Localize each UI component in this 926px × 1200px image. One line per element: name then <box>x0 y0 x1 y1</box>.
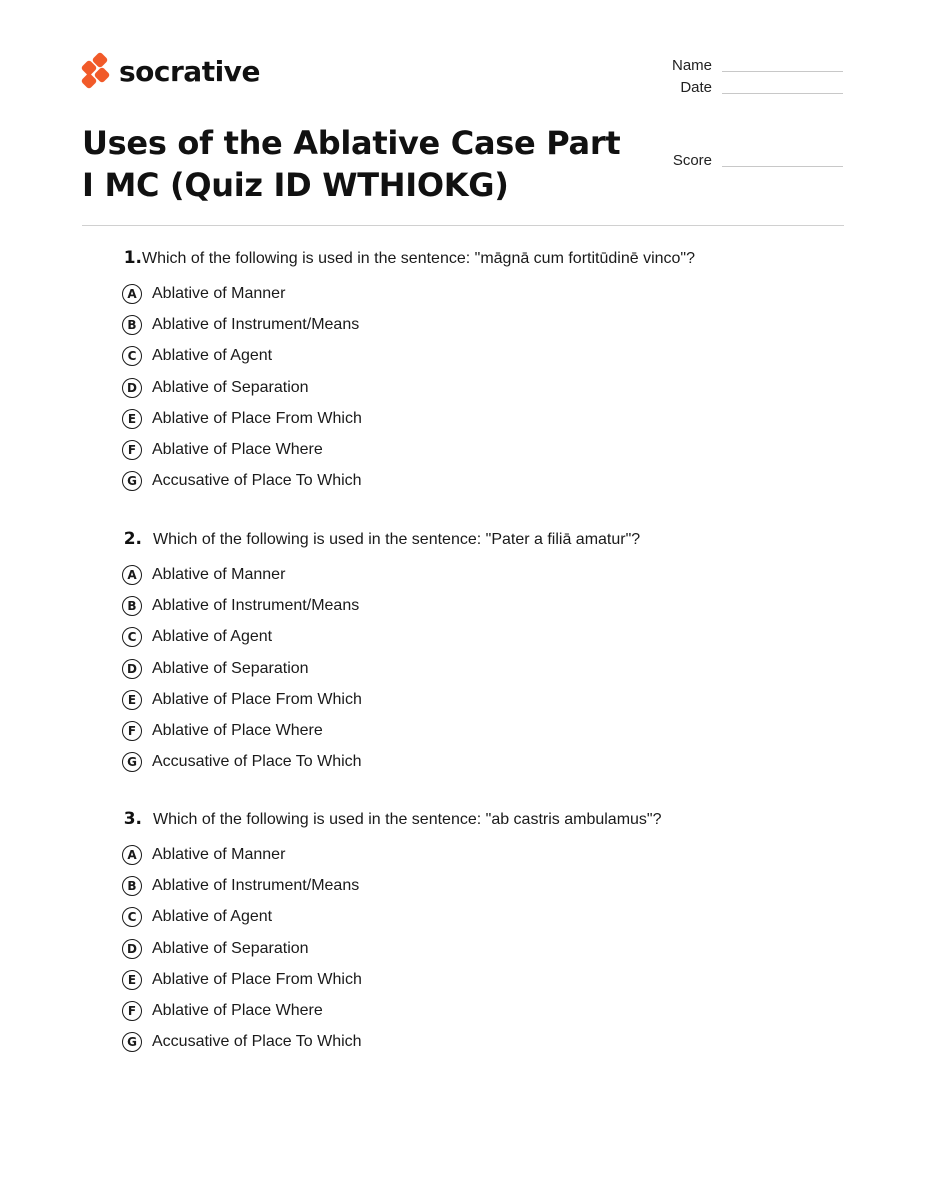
option-text: Ablative of Separation <box>152 378 309 396</box>
option-text: Ablative of Separation <box>152 659 309 677</box>
option-f[interactable] <box>120 434 840 465</box>
option-bubble[interactable]: B <box>122 315 142 335</box>
option-f[interactable] <box>120 995 840 1026</box>
name-label: Name <box>671 57 712 74</box>
option-text: Accusative of Place To Which <box>152 1033 362 1051</box>
option-text: Ablative of Instrument/Means <box>152 876 360 894</box>
score-line[interactable] <box>722 165 843 167</box>
option-b[interactable] <box>120 870 840 901</box>
question-number: 1. <box>123 248 142 268</box>
option-text: Ablative of Agent <box>152 908 273 926</box>
option-bubble[interactable]: A <box>122 845 142 865</box>
option-text: Ablative of Instrument/Means <box>152 596 360 614</box>
socrative-logo <box>82 53 260 89</box>
option-c[interactable] <box>120 902 840 933</box>
option-bubble[interactable]: G <box>122 752 142 772</box>
question-number: 2. <box>123 529 142 549</box>
date-field <box>652 79 843 96</box>
option-e[interactable] <box>120 964 840 995</box>
option-f[interactable] <box>120 715 840 746</box>
option-text: Ablative of Agent <box>152 628 273 646</box>
option-text: Ablative of Place Where <box>152 1002 323 1020</box>
option-text: Ablative of Manner <box>152 565 286 583</box>
score-field <box>652 152 843 169</box>
option-d[interactable] <box>120 653 840 684</box>
option-text: Ablative of Place From Which <box>152 970 362 988</box>
option-text: Accusative of Place To Which <box>152 472 362 490</box>
option-d[interactable] <box>120 933 840 964</box>
question-text: Which of the following is used in the sentence: "ab castris ambulamus"? <box>153 811 662 828</box>
option-g[interactable] <box>120 747 840 778</box>
option-a[interactable] <box>120 839 840 870</box>
question-text: Which of the following is used in the sentence: "Pater a filiā amatur"? <box>153 531 641 548</box>
option-e[interactable] <box>120 684 840 715</box>
header-divider <box>82 225 844 226</box>
option-bubble[interactable]: E <box>122 690 142 710</box>
option-bubble[interactable]: C <box>122 907 142 927</box>
option-text: Ablative of Place From Which <box>152 690 362 708</box>
option-text: Ablative of Place From Which <box>152 409 362 427</box>
name-field <box>652 57 843 74</box>
option-bubble[interactable]: B <box>122 596 142 616</box>
page-title: Uses of the Ablative Case Part I MC (Quiz ID WTHIOKG) <box>82 124 621 204</box>
option-text: Ablative of Separation <box>152 939 309 957</box>
option-bubble[interactable]: A <box>122 284 142 304</box>
option-bubble[interactable]: G <box>122 471 142 491</box>
option-d[interactable] <box>120 372 840 403</box>
option-bubble[interactable]: C <box>122 627 142 647</box>
hexagon-logo-icon <box>82 53 110 89</box>
option-bubble[interactable]: F <box>122 1001 142 1021</box>
option-e[interactable] <box>120 403 840 434</box>
option-text: Ablative of Place Where <box>152 722 323 740</box>
option-a[interactable] <box>120 559 840 590</box>
brand-name: socrative <box>119 54 260 88</box>
option-text: Ablative of Manner <box>152 284 286 302</box>
option-bubble[interactable]: D <box>122 659 142 679</box>
option-bubble[interactable]: D <box>122 939 142 959</box>
option-text: Ablative of Manner <box>152 845 286 863</box>
question-2 <box>120 529 840 778</box>
option-b[interactable] <box>120 590 840 621</box>
name-line[interactable] <box>722 70 843 72</box>
option-bubble[interactable]: F <box>122 440 142 460</box>
date-line[interactable] <box>722 92 843 94</box>
option-a[interactable] <box>120 278 840 309</box>
option-text: Accusative of Place To Which <box>152 753 362 771</box>
score-label: Score <box>672 152 712 169</box>
option-bubble[interactable]: D <box>122 378 142 398</box>
option-g[interactable] <box>120 1027 840 1058</box>
option-bubble[interactable]: F <box>122 721 142 741</box>
date-label: Date <box>680 79 712 96</box>
option-bubble[interactable]: A <box>122 565 142 585</box>
option-text: Ablative of Agent <box>152 347 273 365</box>
question-number: 3. <box>123 809 142 829</box>
option-g[interactable] <box>120 466 840 497</box>
option-c[interactable] <box>120 622 840 653</box>
option-bubble[interactable]: C <box>122 346 142 366</box>
option-bubble[interactable]: B <box>122 876 142 896</box>
option-bubble[interactable]: E <box>122 970 142 990</box>
option-bubble[interactable]: E <box>122 409 142 429</box>
option-text: Ablative of Place Where <box>152 441 323 459</box>
question-3 <box>120 809 840 1058</box>
option-text: Ablative of Instrument/Means <box>152 315 360 333</box>
question-1 <box>120 248 840 497</box>
option-b[interactable] <box>120 309 840 340</box>
option-c[interactable] <box>120 341 840 372</box>
question-text: Which of the following is used in the sentence: "māgnā cum fortitūdinē vinco"? <box>142 250 695 267</box>
option-bubble[interactable]: G <box>122 1032 142 1052</box>
